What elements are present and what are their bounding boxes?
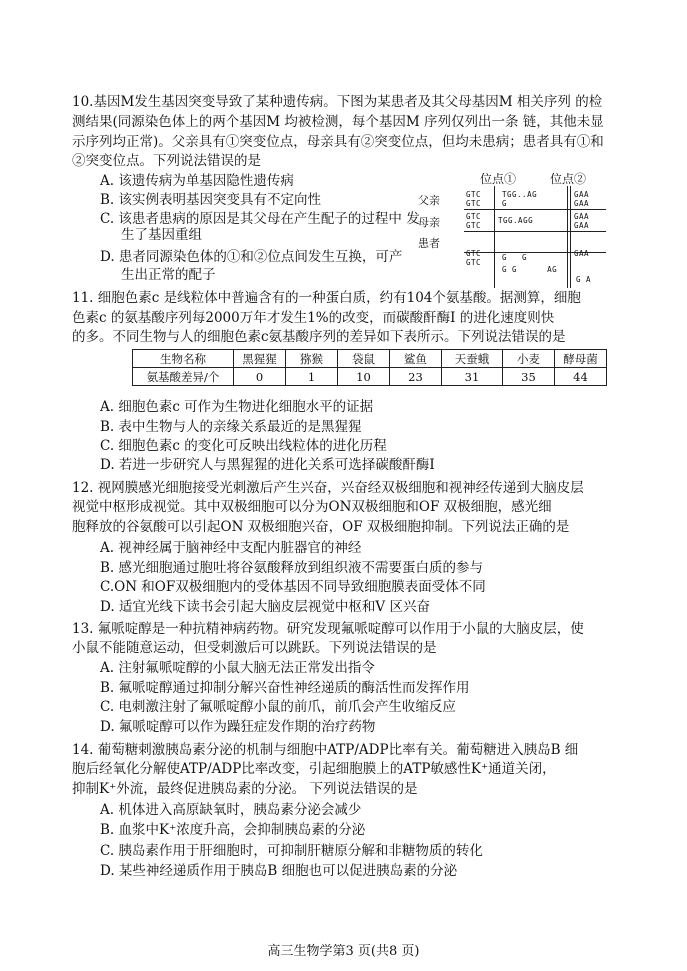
q12-stem-line-3: 胞释放的谷氨酸可以引起ON 双极细胞兴奋，OF 双极细胞抑制。下列说法正确的是 bbox=[72, 519, 570, 535]
patient-seq-right-1: GAA bbox=[574, 249, 590, 258]
q11-stem-line-1: 11. 细胞色素c 是线粒体中普遍含有的一种蛋白质，约有104个氨基酸。据测算，细胞 bbox=[72, 290, 581, 306]
value-cell: 23 bbox=[390, 368, 442, 386]
q10-option-a: A. 该遗传病为单基因隐性遗传病 bbox=[100, 173, 294, 189]
q14-stem-line-3: 抑制K⁺外流，最终促进胰岛素的分泌。 下列说法错误的是 bbox=[72, 781, 418, 797]
father-seq-left-2: GTC bbox=[466, 199, 482, 208]
patient-seq-right-3: G A bbox=[576, 275, 592, 284]
q11-option-d: D. 若进一步研究人与黑猩猩的进化关系可选择碳酸酐酶I bbox=[100, 457, 435, 473]
q14-stem-line-1: 14. 葡萄糖刺激胰岛素分泌的机制与细胞中ATP/ADP比率有关。葡萄糖进入胰岛B 细 bbox=[72, 742, 579, 758]
site2-divider-line-2 bbox=[570, 186, 571, 288]
value-cell: 44 bbox=[555, 368, 607, 386]
q10-option-d-cont: 生出正常的配子 bbox=[121, 267, 216, 283]
value-cell: 10 bbox=[338, 368, 390, 386]
mother-seq-left-2: GTC bbox=[466, 221, 482, 230]
value-cell: 0 bbox=[234, 368, 286, 386]
q10-option-c-cont: 生了基因重组 bbox=[121, 227, 202, 243]
q11-option-c: C. 细胞色素c 的变化可反映出线粒体的进化历程 bbox=[100, 438, 387, 454]
species-cell: 黑猩猩 bbox=[234, 350, 286, 368]
q12-option-b: B. 感光细胞通过胞吐将谷氨酸释放到组织液不需要蛋白质的参与 bbox=[100, 560, 484, 576]
patient-seq-left-2: GTC bbox=[466, 258, 482, 267]
q12-stem-line-2: 视觉中枢形成视觉。其中双极细胞可以分为ON双极细胞和OF 双极细胞，感光细 bbox=[72, 499, 552, 515]
site2-divider-line bbox=[567, 186, 568, 288]
q13-option-d: D. 氟哌啶醇可以作为躁狂症发作期的治疗药物 bbox=[100, 719, 376, 735]
q13-option-a: A. 注射氟哌啶醇的小鼠大脑无法正常发出指令 bbox=[100, 660, 375, 676]
species-cell: 袋鼠 bbox=[338, 350, 390, 368]
father-seq-left-1: GTC bbox=[466, 190, 482, 199]
father-seq-mid-2: G bbox=[502, 199, 508, 208]
q13-option-c: C. 电刺激注射了氟哌啶醇小鼠的前爪，前爪会产生收缩反应 bbox=[100, 699, 456, 715]
mother-label: 母亲 bbox=[418, 216, 440, 229]
amino-acid-difference-table bbox=[132, 349, 607, 386]
patient-seq-left-1: GTC bbox=[466, 249, 482, 258]
patient-seq-mid-1: G G bbox=[502, 253, 528, 262]
mother-seq-left-1: GTC bbox=[466, 212, 482, 221]
table-row bbox=[133, 368, 607, 386]
q12-option-a: A. 视神经属于脑神经中支配内脏器官的神经 bbox=[100, 540, 362, 556]
q14-option-a: A. 机体进入高原缺氧时，胰岛素分泌会减少 bbox=[100, 802, 362, 818]
patient-label: 患者 bbox=[418, 237, 440, 250]
value-cell: 1 bbox=[286, 368, 338, 386]
father-label: 父亲 bbox=[418, 194, 440, 207]
dna-sequence-figure bbox=[420, 172, 610, 287]
q13-option-b: B. 氟哌啶醇通过抑制分解兴奋性神经递质的酶活性而发挥作用 bbox=[100, 680, 470, 696]
q10-option-b: B. 该实例表明基因突变具有不定向性 bbox=[100, 192, 322, 208]
table-row-label-cell: 氨基酸差异/个 bbox=[133, 368, 234, 386]
q14-option-d: D. 某些神经递质作用于胰岛B 细胞也可以促进胰岛素的分泌 bbox=[100, 863, 458, 879]
q12-stem-line-1: 12. 视网膜感光细胞接受光刺激后产生兴奋，兴奋经双极细胞和视神经传递到大脑皮层 bbox=[72, 480, 584, 496]
species-cell: 猕猴 bbox=[286, 350, 338, 368]
q14-option-b: B. 血浆中K⁺浓度升高，会抑制胰岛素的分泌 bbox=[100, 822, 366, 838]
q12-option-d: D. 适宜光线下读书会引起大脑皮层视觉中枢和V 区兴奋 bbox=[100, 599, 430, 615]
q11-stem-line-3: 的多。不同生物与人的细胞色素c氨基酸序列的差异如下表所示。下列说法错误的是 bbox=[72, 329, 566, 345]
q11-stem-line-2: 色素c 的氨基酸序列每2000万年才发生1%的改变，而碳酸酐酶I 的进化速度则快 bbox=[72, 310, 555, 326]
q13-stem-line-1: 13. 氟哌啶醇是一种抗精神病药物。研究发现氟哌啶醇可以作用于小鼠的大脑皮层，使 bbox=[72, 621, 584, 637]
q10-stem-line-2: 测结果(同源染色体上的两个基因M 均被检测，每个基因M 序列仅列出一条 链，其他未显 bbox=[72, 114, 604, 130]
mother-seq-right-2: GAA bbox=[574, 221, 590, 230]
species-cell: 天蚕蛾 bbox=[442, 350, 503, 368]
species-cell: 小麦 bbox=[503, 350, 555, 368]
site1-divider-line bbox=[494, 186, 495, 288]
q13-stem-line-2: 小鼠不能随意运动，但受刺激后可以跳跃。下列说法错误的是 bbox=[72, 640, 437, 656]
father-seq-right-2: GAA bbox=[574, 199, 590, 208]
table-row bbox=[133, 350, 607, 368]
q11-option-a: A. 细胞色素c 可作为生物进化细胞水平的证据 bbox=[100, 399, 374, 415]
mother-seq-mid-1: TGG.AGG bbox=[498, 216, 534, 225]
q11-option-b: B. 表中生物与人的亲缘关系最近的是黑猩猩 bbox=[100, 419, 362, 435]
q10-stem-line-4: ②突变位点。下列说法错误的是 bbox=[72, 153, 261, 169]
q10-stem-line-3: 示序列均正常)。父亲具有①突变位点，母亲具有②突变位点，但均未患病；患者具有①和 bbox=[72, 134, 604, 150]
table-header-cell: 生物名称 bbox=[133, 350, 234, 368]
q10-option-d: D. 患者同源染色体的①和②位点间发生互换，可产 bbox=[100, 249, 403, 265]
patient-seq-mid-2: G G AG bbox=[502, 265, 558, 274]
row-separator bbox=[464, 209, 606, 210]
species-cell: 鲨鱼 bbox=[390, 350, 442, 368]
father-seq-mid-1: TGG..AG bbox=[502, 190, 538, 199]
q14-stem-line-2: 胞后经氧化分解使ATP/ADP比率改变，引起细胞膜上的ATP敏感性K⁺通道关闭， bbox=[72, 761, 556, 777]
species-cell: 酵母菌 bbox=[555, 350, 607, 368]
value-cell: 31 bbox=[442, 368, 503, 386]
site2-label: 位点② bbox=[550, 172, 587, 186]
mother-seq-right-1: GAA bbox=[574, 212, 590, 221]
value-cell: 35 bbox=[503, 368, 555, 386]
q10-stem-line-1: 10.基因M发生基因突变导致了某种遗传病。下图为某患者及其父母基因M 相关序列 的检 bbox=[72, 94, 603, 110]
row-separator bbox=[464, 231, 606, 232]
father-seq-right-1: GAA bbox=[574, 190, 590, 199]
q12-option-c: C.ON 和OF双极细胞内的受体基因不同导致细胞膜表面受体不同 bbox=[100, 579, 486, 595]
page-footer: 高三生物学第3 页(共8 页) bbox=[267, 944, 420, 959]
q10-option-c: C. 该患者患病的原因是其父母在产生配子的过程中 发 bbox=[100, 211, 420, 227]
q14-option-c: C. 胰岛素作用于肝细胞时，可抑制肝糖原分解和非糖物质的转化 bbox=[100, 843, 483, 859]
site1-label: 位点① bbox=[480, 172, 517, 186]
